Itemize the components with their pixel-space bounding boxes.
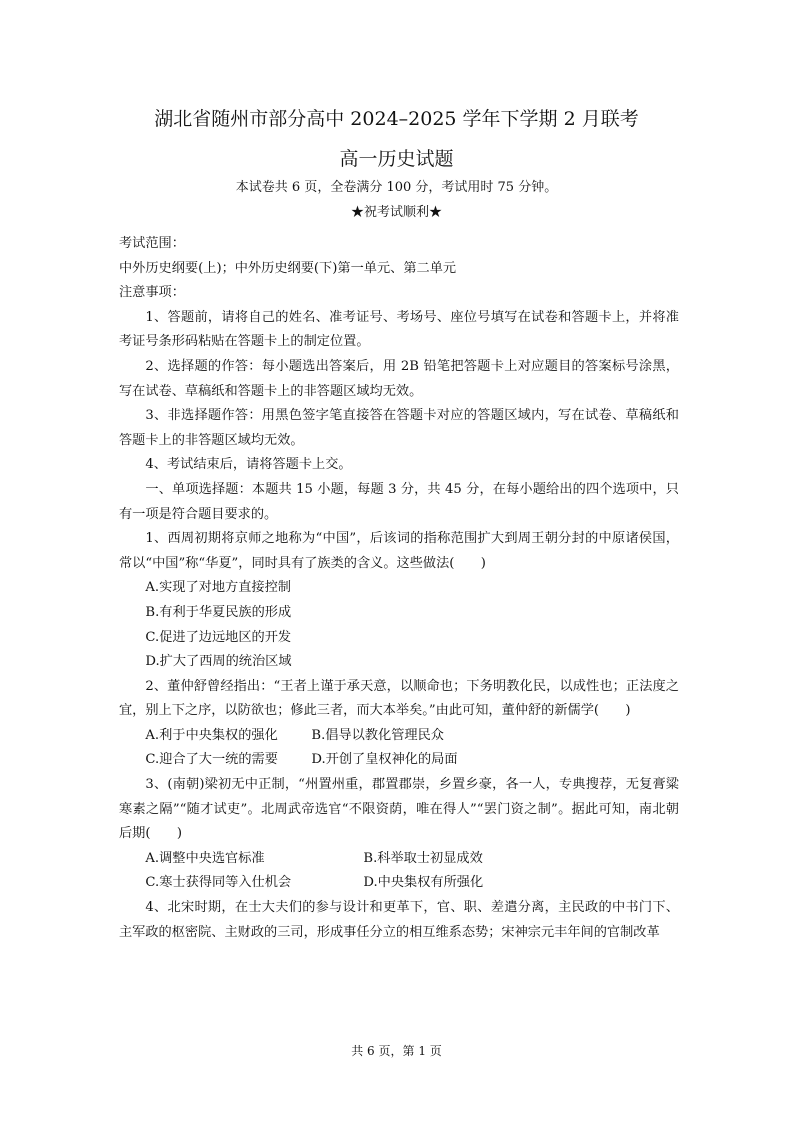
page-footer: 共 6 页，第 1 页	[351, 1044, 442, 1058]
scope-label: 考试范围：	[119, 236, 185, 251]
question-3-options-row-1	[119, 847, 679, 872]
notes-label: 注意事项：	[119, 285, 185, 301]
question-2-options-row-1	[119, 724, 679, 749]
exam-wish: ★祝考试顺利★	[350, 205, 442, 220]
question-1-option-a: A.实现了对地方直接控制	[145, 580, 291, 596]
question-3-option-c: C.寒士获得同等入仕机会	[145, 875, 292, 891]
question-2-option-a: A.利于中央集权的强化	[145, 727, 278, 743]
question-1-stem: 1、西周初期将京师之地称为“中国”，后该词的指称范围扩大到周王朝分封的中原诸侯国，常以“中国”称“华夏”，同时具有了族类的含义。这些做法( )	[119, 531, 679, 571]
question-1-option-c: C.促进了边远地区的开发	[145, 629, 292, 645]
question-1-option-b: B.有利于华夏民族的形成	[145, 604, 292, 620]
question-3-options-row-2	[119, 871, 679, 896]
question-4-stem: 4、北宋时期，在士大夫们的参与设计和更革下，官、职、差遣分离，主民政的中书门下、主军政的枢密院、主财政的三司，形成事任分立的相互维系态势；宋神宗元丰年间的官制改革	[119, 900, 679, 940]
note-item-4: 4、考试结束后，请将答题卡上交。	[145, 457, 352, 473]
question-1-option-d: D.扩大了西周的统治区域	[145, 654, 292, 670]
question-2-options-row-2	[119, 748, 679, 773]
exam-subtitle: 高一历史试题	[339, 148, 454, 170]
exam-content	[119, 232, 679, 945]
section-heading: 一、单项选择题：本题共 15 小题，每题 3 分，共 45 分，在每小题给出的四个选项中，只有一项是符合题目要求的。	[119, 481, 679, 522]
question-3-option-d: D.中央集权有所强化	[363, 875, 484, 891]
note-item-1: 1、答题前，请将自己的姓名、准考证号、考场号、座位号填写在试卷和答题卡上，并将准考证号条形码粘贴在答题卡上的制定位置。	[119, 309, 679, 350]
question-3-option-a: A.调整中央选官标准	[145, 850, 265, 866]
question-2-stem: 2、董仲舒曾经指出：“王者上谨于承天意，以顺命也；下务明教化民，以成性也；正法度之宜，别上下之序，以防欲也；修此三者，而大本举矣。”由此可知，董仲舒的新儒学( )	[119, 678, 679, 719]
question-2-option-b: B.倡导以教化管理民众	[311, 727, 444, 743]
question-3-stem: 3、(南朝)梁初无中正制，“州置州重，郡置郡崇，乡置乡豪，各一人，专典搜荐，无复膏粱寒素之隔”“随才试吏”。北周武帝选官“不限资荫，唯在得人”“罢门资之制”。据此可知，南北朝后期( )	[119, 777, 679, 842]
question-2-option-c: C.迎合了大一统的需要	[145, 752, 278, 768]
question-2-option-d: D.开创了皇权神化的局面	[311, 752, 458, 768]
exam-title: 湖北省随州市部分高中 2024–2025 学年下学期 2 月联考	[154, 108, 639, 130]
note-item-2: 2、选择题的作答：每小题选出答案后，用 2B 铅笔把答题卡上对应题目的答案标号涂黑，写在试卷、草稿纸和答题卡上的非答题区域均无效。	[119, 358, 679, 399]
note-item-3: 3、非选择题作答：用黑色签字笔直接答在答题卡对应的答题区域内，写在试卷、草稿纸和答题卡上的非答题区域均无效。	[119, 408, 679, 448]
scope-text: 中外历史纲要(上)；中外历史纲要(下)第一单元、第二单元	[119, 260, 457, 276]
question-3-option-b: B.科举取士初显成效	[363, 850, 483, 866]
exam-info: 本试卷共 6 页，全卷满分 100 分，考试用时 75 分钟。	[235, 180, 558, 195]
